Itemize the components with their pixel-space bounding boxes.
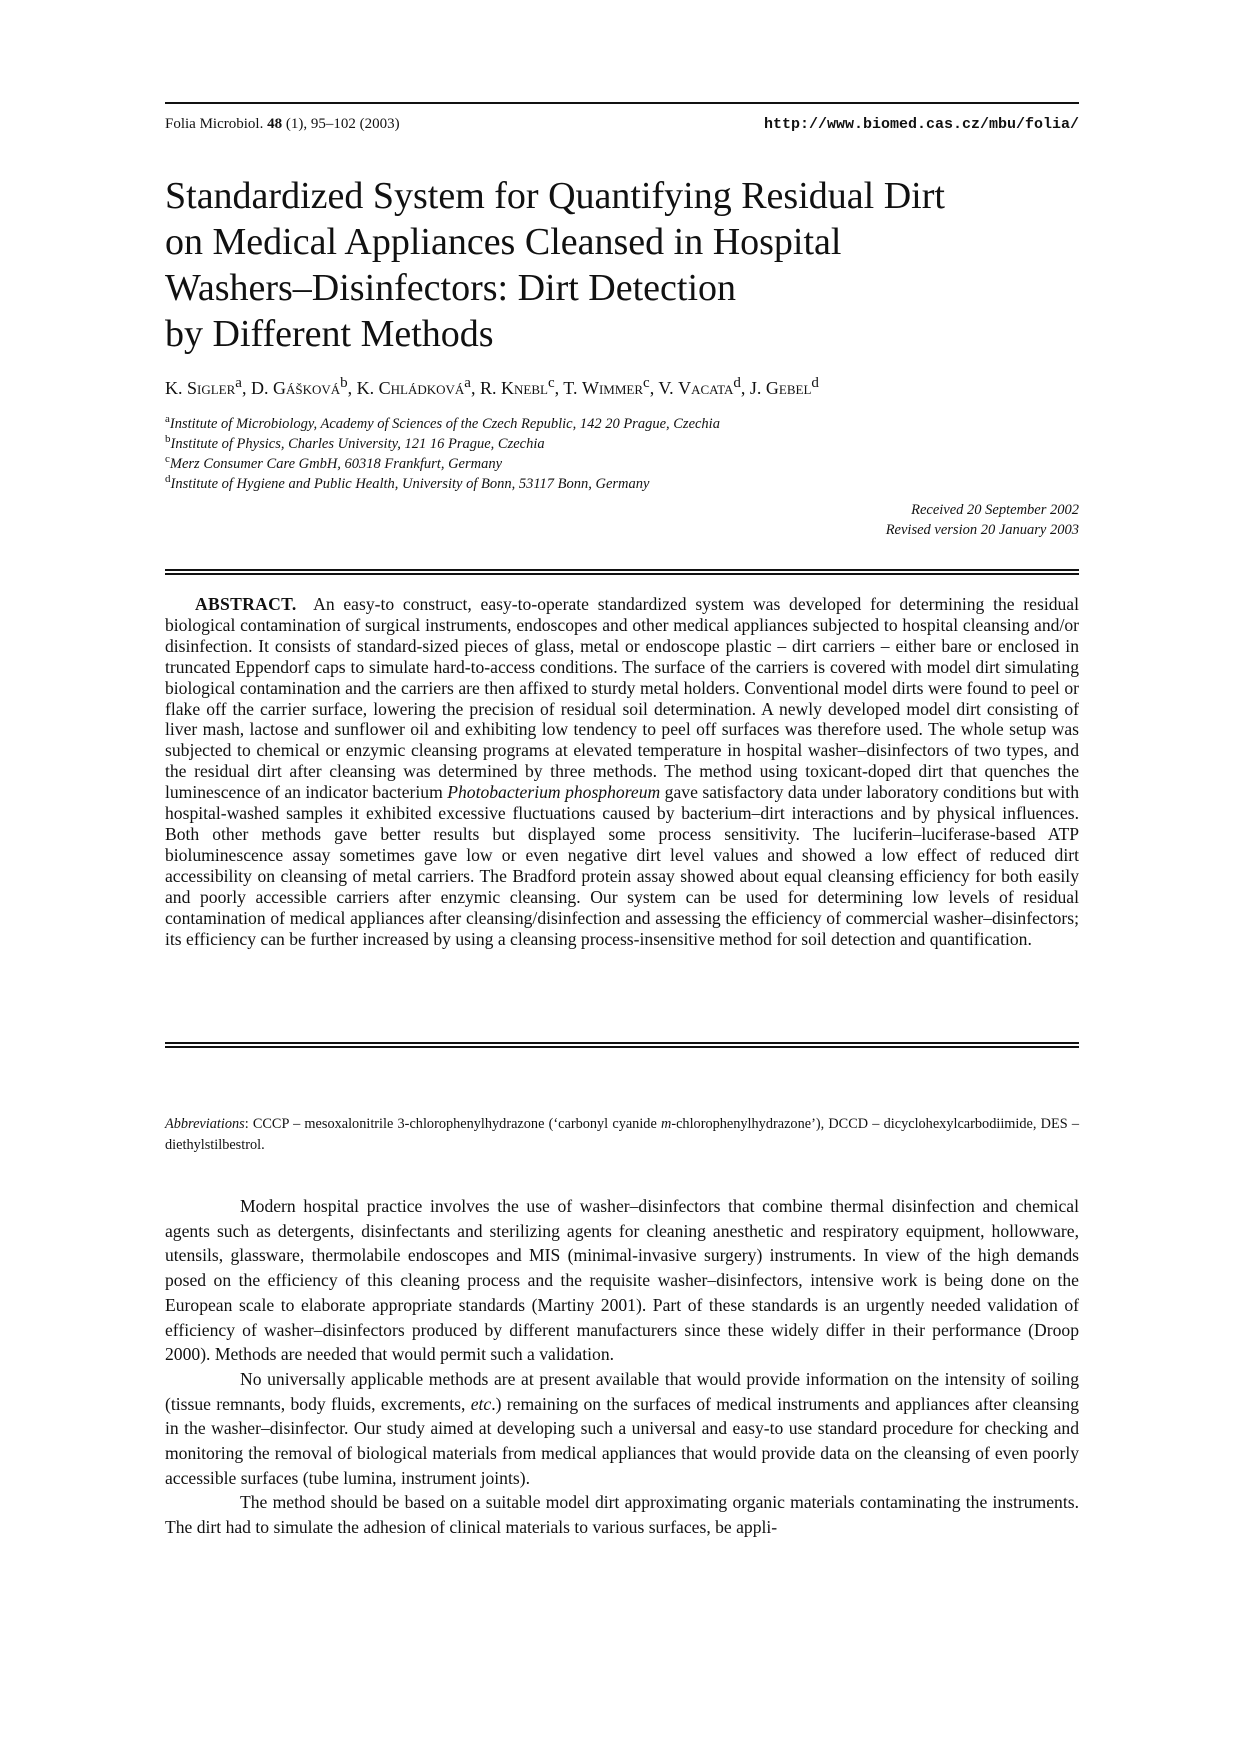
author: D. Gášková$^b$ — [250, 375, 348, 398]
title-line: Washers–Disinfectors: Dirt Detection — [165, 267, 737, 309]
body-paragraph: The method should be based on a suitable model dirt approximating organic materials contaminating the instruments. The dirt had to simulate the adhesion of clinical materials to various surfaces, be appli- — [165, 1492, 1079, 1538]
title-line: Standardized System for Quantifying Residual Dirt — [165, 175, 945, 217]
body-text — [165, 1194, 1079, 1540]
author: J. Gebel$^d$ — [749, 375, 819, 398]
author-list: K. Sigler$^a$, D. Gášková$^b$, K. Chládková$^a$, R. Knebl$^c$, T. Wimmer$^c$, V. Vacata$^d$, J. Gebel$^d$ — [165, 375, 819, 398]
affiliation-list — [165, 414, 1079, 494]
affiliation: $^b$Institute of Physics, Charles University, 121 16 Prague, Czechia — [165, 433, 545, 452]
revised-date: Revised version 20 January 2003 — [885, 522, 1079, 538]
running-header — [165, 102, 1079, 142]
author: R. Knebl$^c$ — [479, 375, 555, 398]
received-date: Received 20 September 2002 — [911, 502, 1079, 518]
author: K. Chládková$^a$ — [356, 375, 471, 398]
affiliation: $^c$Merz Consumer Care GmbH, 60318 Frankfurt, Germany — [165, 453, 503, 472]
title-line: on Medical Appliances Cleansed in Hospital — [165, 221, 842, 263]
body-paragraph: No universally applicable methods are at present available that would provide information on the intensity of soiling (tissue remnants, body fluids, excrements, etc.) remaining on the surfaces of medical instruments and appliances after cleansing in the washer–disinfector. Our study aimed at developing such a universal and easy-to use standard procedure for checking and monitoring the removal of biological materials from medical appliances that would provide data on the cleansing of even poorly accessible surfaces (tube lumina, instrument joints). — [165, 1368, 1079, 1488]
species-name: Photobacterium phosphoreum — [447, 782, 661, 803]
author: V. Vacata$^d$ — [658, 375, 741, 398]
abstract-bottom-rule — [165, 1042, 1079, 1048]
abstract: ABSTRACT. An easy-to construct, easy-to-operate standardized system was developed for determining the residual biological contamination of surgical instruments, endoscopes and other medical appliances subjected to hospital cleansing and/or disinfection. It consists of standard-sized pieces of glass, metal or endoscope plastic – dirt carriers – either bare or enclosed in truncated Eppendorf caps to simulate hard-to-access conditions. The surface of the carriers is covered with model dirt simulating biological contamination and the carriers are then affixed to sturdy metal holders. Conventional model dirts were found to peel or flake off the carrier surface, lowering the precision of residual soil determination. A newly developed model dirt consisting of liver mash, lactose and sunflower oil and exhibiting low tendency to peel off surfaces was therefore used. The whole setup was subjected to chemical or enzymic cleansing programs at elevated temperature in hospital washer–disinfectors of two types, and the residual dirt after cleansing was determined by three methods. The method using toxicant-doped dirt that quenches the luminescence of an indicator bacterium Photobacterium phosphoreum gave satisfactory data under laboratory conditions but with hospital-washed samples it exhibited excessive fluctuations caused by bacterium–dirt interactions and by physical influences. Both other methods gave better results but displayed some process sensitivity. The luciferin–luciferase-based ATP bioluminescence assay sometimes gave low or even negative dirt level values and showed a low effect of reduced dirt accessibility on cleansing of metal carriers. The Bradford protein assay showed about equal cleansing efficiency for both easily and poorly accessible carriers after enzymic cleansing. Our system can be used for determining low levels of residual contamination of medical appliances after cleansing/disinfection and assessing the efficiency of commercial washer–disinfectors; its efficiency can be further increased by using a cleansing process-insensitive method for soil detection and quantification. — [165, 594, 1080, 949]
author: K. Sigler$^a$ — [165, 375, 242, 398]
journal-citation: Folia Microbiol. 48 (1), 95–102 (2003) — [165, 116, 400, 132]
affiliation: $^a$Institute of Microbiology, Academy of Sciences of the Czech Republic, 142 20 Prague, Czechia — [165, 413, 720, 432]
body-paragraph: Modern hospital practice involves the use of washer–disinfectors that combine thermal disinfection and chemical agents such as detergents, disinfectants and sterilizing agents for cleaning anesthetic and respiratory equipment, hollowware, utensils, glassware, thermolabile endoscopes and MIS (minimal-invasive surgery) instruments. In view of the high demands posed on the efficiency of this cleaning process and the requisite washer–disinfectors, intensive work is being done on the European scale to elaborate appropriate standards (Martiny 2001). Part of these standards is an urgently needed validation of efficiency of washer–disinfectors produced by different manufacturers since these widely differ in their performance (Droop 2000). Methods are needed that would permit such a validation. — [165, 1196, 1079, 1365]
author: T. Wimmer$^c$ — [563, 375, 650, 398]
article-title — [165, 173, 1079, 357]
abstract-top-rule — [165, 569, 1079, 575]
title-line: by Different Methods — [165, 313, 494, 355]
affiliation: $^d$Institute of Hygiene and Public Health, University of Bonn, 53117 Bonn, Germany — [165, 473, 650, 492]
abstract-label: ABSTRACT. — [195, 594, 297, 614]
history-dates — [165, 500, 1079, 540]
journal-url[interactable]: http://www.biomed.cas.cz/mbu/folia/ — [763, 116, 1079, 133]
abbreviations: Abbreviations: CCCP – mesoxalonitrile 3-chlorophenylhydrazone (‘carbonyl cyanide m-chlorophenylhydrazone’), DCCD – dicyclohexylcarbodiimide, DES – diethylstilbestrol. — [165, 1116, 1079, 1153]
